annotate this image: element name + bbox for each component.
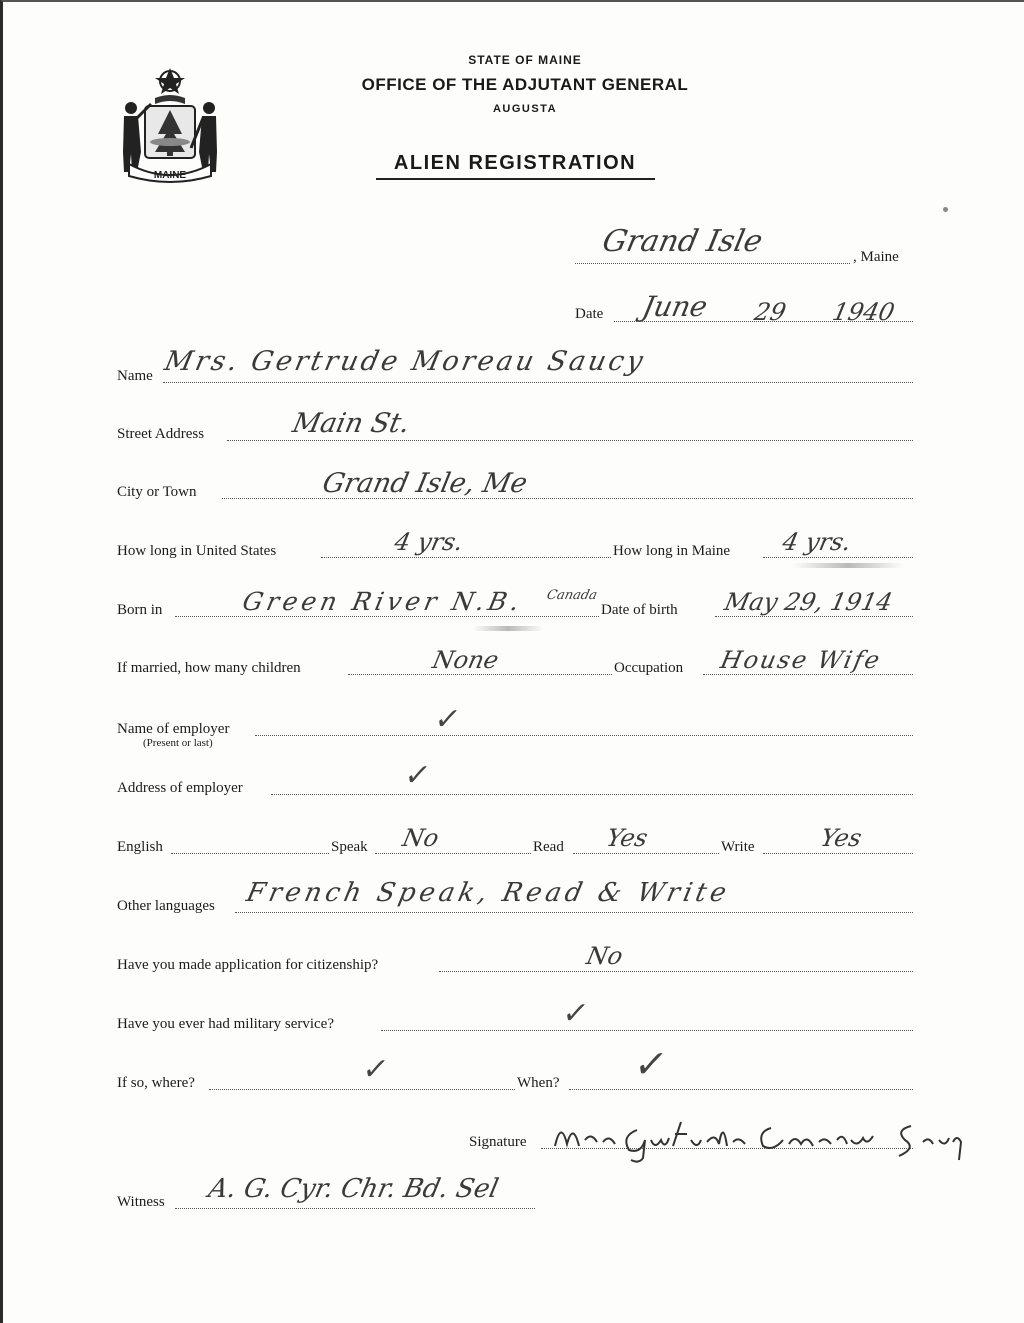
where-label: If so, where?: [117, 1075, 195, 1091]
occupation-line: [703, 674, 913, 675]
employer-address-label: Address of employer: [117, 780, 243, 796]
date-year-value[interactable]: 1940: [830, 298, 898, 326]
where-line: [209, 1089, 515, 1090]
place-value[interactable]: Grand Isle: [599, 224, 766, 259]
header-state: STATE OF MAINE: [468, 53, 582, 67]
how-long-us-label: How long in United States: [117, 543, 277, 559]
occupation-label: Occupation: [614, 660, 684, 676]
date-of-birth-line: [715, 616, 913, 617]
children-label: If married, how many children: [117, 660, 301, 676]
english-label: English: [117, 839, 163, 855]
when-label: When?: [517, 1075, 560, 1091]
check-mark-icon[interactable]: ✓: [359, 1052, 392, 1087]
witness-line: [175, 1208, 535, 1209]
title-underline: [376, 178, 655, 180]
city-or-town-label: City or Town: [117, 484, 197, 500]
read-label: Read: [533, 839, 564, 855]
check-mark-icon[interactable]: ✓: [401, 758, 434, 793]
seal-banner-text: MAINE: [153, 170, 187, 181]
read-value[interactable]: Yes: [604, 824, 651, 852]
citizenship-line: [439, 971, 913, 972]
handwritten-signature: [551, 1110, 971, 1164]
write-value[interactable]: Yes: [818, 824, 865, 852]
check-mark-icon[interactable]: ✓: [631, 1042, 671, 1086]
date-month-value[interactable]: June: [639, 290, 711, 323]
citizenship-label: Have you made application for citizenship?: [117, 957, 379, 973]
place-label: , Maine: [853, 249, 899, 265]
name-line: [163, 382, 913, 383]
date-of-birth-label: Date of birth: [601, 602, 678, 618]
other-languages-value[interactable]: French Speak, Read & Write: [243, 878, 733, 908]
city-or-town-value[interactable]: Grand Isle, Me: [319, 468, 531, 499]
english-line: [171, 853, 329, 854]
speak-value[interactable]: No: [400, 824, 442, 852]
witness-value[interactable]: A. G. Cyr. Chr. Bd. Sel: [205, 1174, 502, 1204]
form-title: ALIEN REGISTRATION: [393, 152, 637, 174]
born-in-label: Born in: [117, 602, 163, 618]
header-office: OFFICE OF THE ADJUTANT GENERAL: [361, 75, 689, 94]
street-address-value[interactable]: Main St.: [289, 408, 413, 439]
check-mark-icon[interactable]: ✓: [431, 702, 464, 737]
born-in-value[interactable]: Green River N.B.: [239, 587, 526, 616]
when-line: [569, 1089, 913, 1090]
employer-name-line: [255, 735, 913, 736]
other-languages-label: Other languages: [117, 898, 215, 914]
write-label: Write: [721, 839, 755, 855]
how-long-maine-line: [763, 557, 913, 558]
employer-name-sublabel: (Present or last): [143, 737, 213, 749]
children-line: [348, 674, 612, 675]
employer-address-line: [271, 794, 913, 795]
write-line: [763, 853, 913, 854]
read-line: [573, 853, 719, 854]
speak-line: [375, 853, 531, 854]
military-label: Have you ever had military service?: [117, 1016, 334, 1032]
born-in-line: [175, 616, 599, 617]
name-value[interactable]: Mrs. Gertrude Moreau Saucy: [161, 346, 649, 377]
name-label: Name: [117, 368, 153, 384]
check-mark-icon[interactable]: ✓: [559, 996, 592, 1031]
military-line: [381, 1030, 913, 1031]
other-languages-line: [235, 912, 913, 913]
occupation-value[interactable]: House Wife: [718, 646, 884, 674]
employer-name-label: Name of employer: [117, 721, 230, 737]
date-label: Date: [575, 306, 604, 322]
header-city: AUGUSTA: [492, 103, 558, 115]
place-line: [575, 263, 850, 264]
street-address-line: [227, 440, 913, 441]
how-long-us-value[interactable]: 4 yrs.: [392, 528, 466, 556]
citizenship-value[interactable]: No: [584, 942, 626, 970]
how-long-us-line: [321, 557, 611, 558]
speck: [943, 207, 948, 212]
how-long-maine-label: How long in Maine: [613, 543, 731, 559]
date-of-birth-value[interactable]: May 29, 1914: [722, 588, 895, 616]
children-value[interactable]: None: [430, 646, 502, 674]
how-long-maine-value[interactable]: 4 yrs.: [780, 528, 854, 556]
signature-label: Signature: [469, 1134, 527, 1150]
born-in-note[interactable]: Canada: [545, 588, 599, 603]
witness-label: Witness: [117, 1194, 165, 1210]
ink-smudge: [793, 563, 903, 568]
speak-label: Speak: [331, 839, 368, 855]
ink-smudge: [473, 626, 543, 631]
street-address-label: Street Address: [117, 426, 205, 442]
date-day-value[interactable]: 29: [752, 298, 789, 326]
